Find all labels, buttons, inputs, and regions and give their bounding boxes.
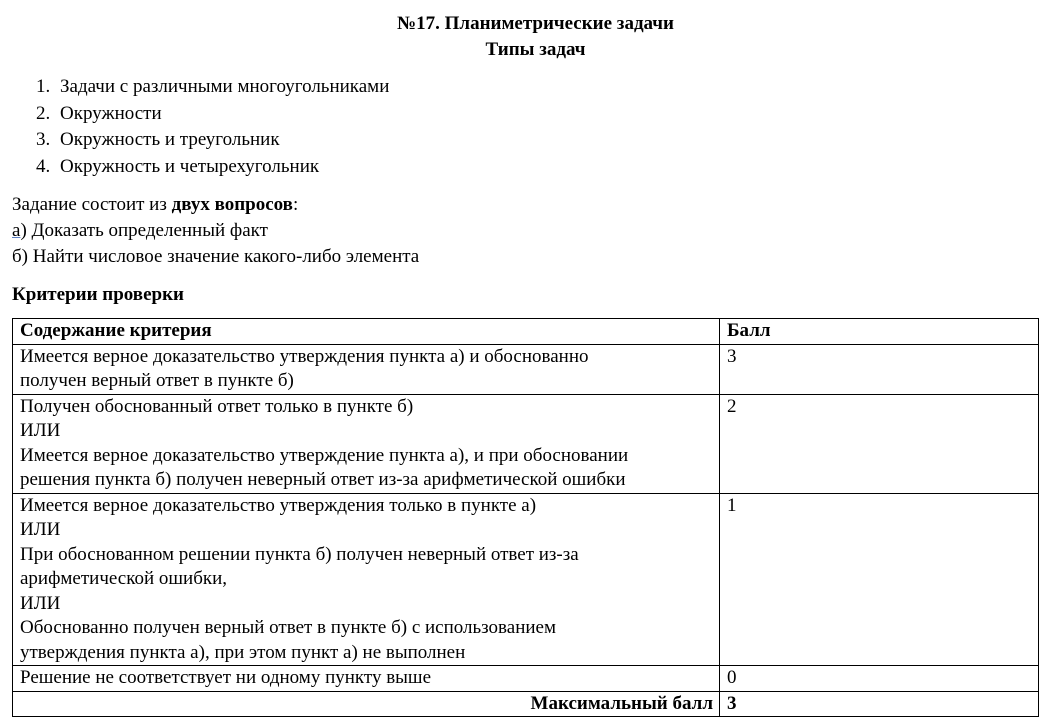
part-a-text: ) Доказать определенный факт xyxy=(20,220,268,241)
table-row xyxy=(13,394,1039,493)
criterion-line: ИЛИ xyxy=(20,420,61,441)
criteria-heading: Критерии проверки xyxy=(12,284,184,305)
table-row xyxy=(13,344,1039,394)
criterion-line: арифметической ошибки, xyxy=(20,568,228,589)
criterion-line: Имеется верное доказательство утверждения только в пункте а) xyxy=(20,494,537,516)
criterion-score: 0 xyxy=(720,666,1039,692)
part-b: б) Найти числовое значение какого-либо элемента xyxy=(12,246,420,267)
criterion-line: решения пункта б) получен неверный ответ из-за арифметической ошибки xyxy=(20,469,626,490)
criterion-content xyxy=(13,394,720,493)
criterion-line: утверждения пункта а), при этом пункт а) не выполнен xyxy=(20,641,466,663)
table-total-row xyxy=(13,691,1039,717)
criterion-line: Имеется верное доказательство утверждения пункта а) и обоснованно xyxy=(20,345,589,367)
part-a-letter: а xyxy=(12,220,21,241)
criteria-table xyxy=(12,318,1039,717)
table-row xyxy=(13,493,1039,666)
criterion-line: При обоснованном решении пункта б) получен неверный ответ из-за xyxy=(20,543,579,565)
task-intro-suffix: : xyxy=(292,194,299,215)
page-subtitle: Типы задач xyxy=(485,39,586,60)
list-item xyxy=(36,74,389,101)
list-item-number: 4. xyxy=(36,155,51,177)
criterion-score: 3 xyxy=(720,344,1039,394)
list-item-label: Окружность и треугольник xyxy=(60,129,280,150)
list-item-label: Окружность и четырехугольник xyxy=(60,155,320,177)
list-item-number: 2. xyxy=(36,102,51,124)
list-item-number: 1. xyxy=(36,76,51,97)
list-item xyxy=(36,101,389,128)
task-intro xyxy=(12,193,298,217)
task-types-list xyxy=(36,74,389,180)
list-item-label: Окружности xyxy=(60,102,162,124)
criterion-line: Решение не соответствует ни одному пункту выше xyxy=(20,667,431,688)
criterion-content xyxy=(13,493,720,666)
max-score-label: Максимальный балл xyxy=(13,691,720,717)
task-intro-prefix: Задание состоит из xyxy=(12,194,172,215)
criterion-score: 2 xyxy=(720,394,1039,493)
list-item-label: Задачи с различными многоугольниками xyxy=(60,76,390,97)
criterion-line: Обоснованно получен верный ответ в пункте б) с использованием xyxy=(20,617,557,638)
criterion-line: получен верный ответ в пункте б) xyxy=(20,370,294,391)
criterion-content xyxy=(13,666,720,692)
part-a xyxy=(12,219,268,243)
list-item xyxy=(36,154,389,181)
page-title: №17. Планиметрические задачи xyxy=(397,13,674,34)
criterion-line: Имеется верное доказательство утверждение пункта а), и при обосновании xyxy=(20,444,629,466)
column-header-content: Содержание критерия xyxy=(13,319,720,345)
criterion-line: Получен обоснованный ответ только в пункте б) xyxy=(20,395,414,417)
list-item xyxy=(36,127,389,154)
table-header-row xyxy=(13,319,1039,345)
criterion-content xyxy=(13,344,720,394)
max-score-value: 3 xyxy=(720,691,1039,717)
list-item-number: 3. xyxy=(36,129,51,150)
criterion-score: 1 xyxy=(720,493,1039,666)
column-header-score: Балл xyxy=(720,319,1039,345)
table-row xyxy=(13,666,1039,692)
criterion-line: ИЛИ xyxy=(20,592,61,614)
task-intro-bold: двух вопросов xyxy=(171,194,293,215)
criterion-line: ИЛИ xyxy=(20,519,61,540)
